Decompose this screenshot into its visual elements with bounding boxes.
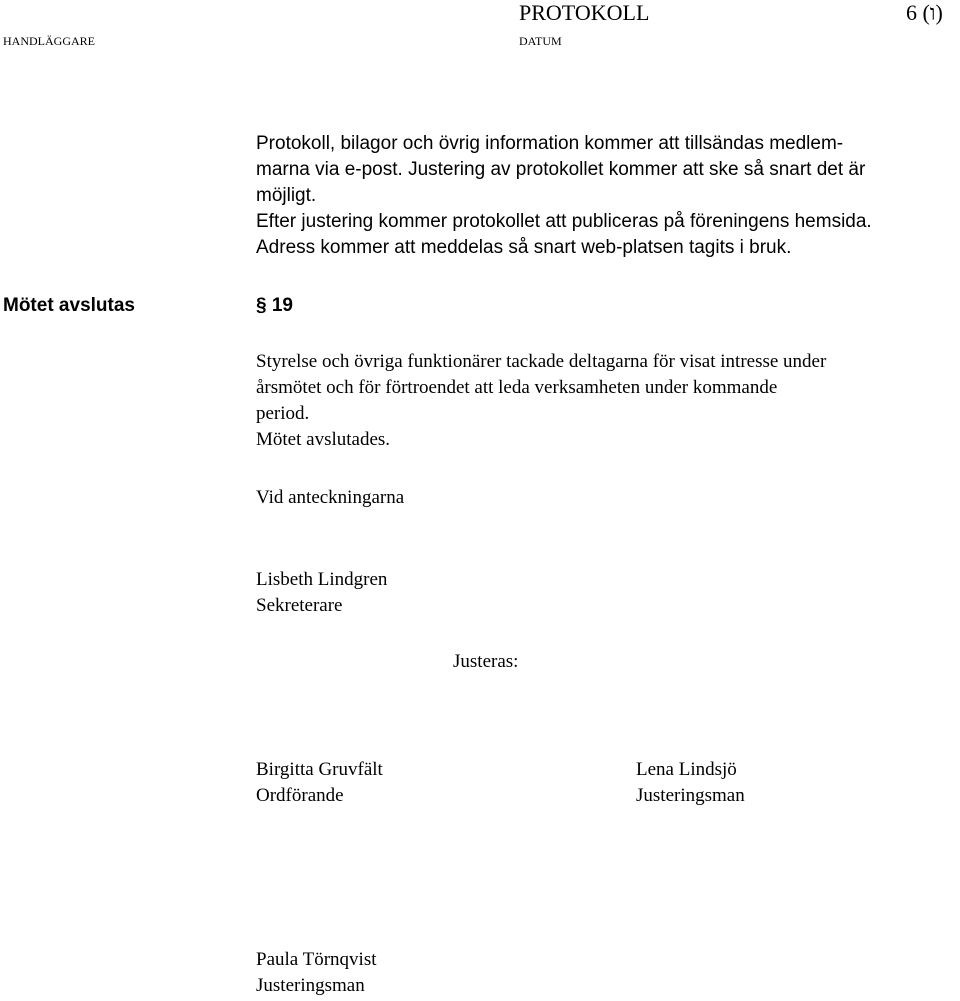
signatory-role: Ordförande [256, 785, 344, 806]
section-line: Mötet avslutades. [256, 429, 391, 450]
section-line: årsmötet och för förtroendet att leda verksamheten under kommande [256, 377, 778, 398]
signatory-name: Paula Törnqvist [256, 949, 377, 970]
handlaggare-label: HANDLÄGGARE [3, 34, 95, 48]
section-number: § 19 [256, 295, 293, 316]
signatory-block [256, 757, 383, 809]
intro-paragraph [256, 131, 872, 261]
signatory-role: Justeringsman [256, 975, 365, 996]
secretary-role: Sekreterare [256, 595, 343, 616]
secretary-block [256, 567, 387, 619]
page-number: 6 (ו) [906, 0, 943, 25]
signatory-block [636, 757, 745, 809]
intro-line: Protokoll, bilagor och övrig information kommer att tillsändas medlem- [256, 133, 844, 154]
justeras-label: Justeras: [453, 651, 519, 672]
section-paragraph [256, 349, 826, 453]
section-heading: Mötet avslutas [3, 295, 135, 316]
secretary-name: Lisbeth Lindgren [256, 569, 388, 590]
datum-label: DATUM [519, 34, 562, 48]
minutes-note: Vid anteckningarna [256, 487, 405, 508]
signatory-role: Justeringsman [636, 785, 745, 806]
signatory-name: Lena Lindsjö [636, 759, 737, 780]
section-line: period. [256, 403, 310, 424]
document-title: PROTOKOLL [519, 0, 650, 25]
section-line: Styrelse och övriga funktionärer tackade deltagarna för visat intresse under [256, 351, 827, 372]
signatory-block [256, 947, 377, 999]
signatory-name: Birgitta Gruvfält [256, 759, 383, 780]
intro-line: Adress kommer att meddelas så snart web-platsen tagits i bruk. [256, 237, 792, 258]
intro-line: marna via e-post. Justering av protokollet kommer att ske så snart det är [256, 159, 866, 180]
intro-line: Efter justering kommer protokollet att publiceras på föreningens hemsida. [256, 211, 872, 232]
intro-line: möjligt. [256, 185, 317, 206]
